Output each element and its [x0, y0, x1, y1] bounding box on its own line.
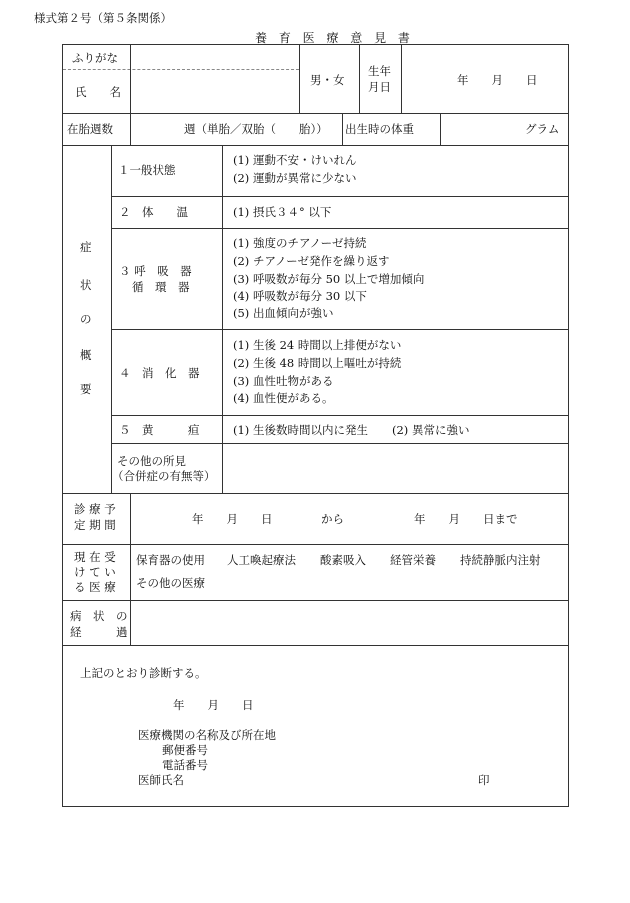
temperature-label: ２ 体 温 [119, 205, 188, 219]
row-divider [63, 145, 569, 146]
period-label: 定 期 間 [74, 518, 116, 532]
symptom-option[interactable]: (3) 呼吸数が毎分 50 以上で増加傾向 [233, 272, 425, 286]
name-label: 氏 名 [75, 85, 121, 99]
row-divider [111, 228, 569, 229]
symptom-option[interactable]: (1) 運動不安・けいれん [233, 153, 357, 167]
current-treatment-label: る 医 療 [74, 580, 116, 594]
symptoms-section-label: 状 [80, 278, 92, 292]
dob-field[interactable]: 年 月 日 [457, 73, 538, 87]
symptom-option[interactable]: (2) チアノーゼ発作を繰り返す [233, 254, 390, 268]
birth-weight-unit: グラム [525, 122, 560, 136]
sex-selector[interactable]: 男・女 [310, 73, 345, 87]
respiratory-label: ３ 呼 吸 器 [119, 264, 192, 278]
jaundice-label: ５ 黄 疸 [119, 423, 200, 437]
other-findings-label: その他の所見 [117, 454, 186, 468]
course-label: 経 過 [70, 625, 128, 639]
current-treatment-label: け て い [74, 565, 116, 579]
row-divider [63, 645, 569, 646]
period-end-field[interactable]: 年 月 日まで [414, 512, 518, 526]
seal-mark: 印 [478, 773, 490, 787]
symptom-option[interactable]: (5) 出血傾向が強い [233, 306, 334, 320]
col-divider [111, 145, 112, 493]
dob-label: 月日 [368, 80, 391, 94]
diagnosis-date-field[interactable]: 年 月 日 [173, 698, 254, 712]
general-state-label: １一般状態 [118, 163, 176, 177]
form-number: 様式第２号（第５条関係） [34, 11, 172, 25]
col-divider [401, 45, 402, 113]
period-label: 診 療 予 [74, 502, 116, 516]
birth-weight-label: 出生時の体重 [345, 122, 414, 136]
row-divider [63, 493, 569, 494]
row-divider [111, 196, 569, 197]
col-divider [440, 113, 441, 145]
name-field[interactable] [131, 70, 298, 112]
gestation-field[interactable]: 週（単胎／双胎（ 胎）） [184, 122, 328, 136]
symptoms-section-label: 症 [80, 240, 92, 254]
row-divider [111, 329, 569, 330]
institution-label: 医療機関の名称及び所在地 [138, 728, 276, 742]
col-divider [342, 113, 343, 145]
symptom-option[interactable]: (2) 運動が異常に少ない [233, 171, 357, 185]
treatment-option[interactable]: 酸素吸入 [320, 553, 366, 567]
treatment-option[interactable]: 持続静脈内注射 [460, 553, 541, 567]
other-findings-field[interactable] [223, 444, 568, 492]
symptoms-section-label: 要 [80, 382, 92, 396]
course-field[interactable] [131, 601, 568, 644]
period-from-label: から [321, 512, 344, 526]
col-divider [222, 145, 223, 493]
treatment-option[interactable]: その他の医療 [136, 576, 205, 590]
symptom-option[interactable]: (4) 呼吸数が毎分 30 以下 [233, 289, 367, 303]
symptom-option[interactable]: (2) 異常に強い [392, 423, 470, 437]
phone-number-label: 電話番号 [162, 758, 208, 772]
dob-label: 生年 [368, 64, 391, 78]
symptom-option[interactable]: (1) 摂氏３４° 以下 [233, 205, 332, 219]
symptoms-section-label: の [80, 312, 92, 326]
symptom-option[interactable]: (1) 強度のチアノーゼ持続 [233, 236, 367, 250]
treatment-option[interactable]: 経管栄養 [390, 553, 436, 567]
symptom-option[interactable]: (1) 生後 24 時間以上排便がない [233, 338, 402, 352]
treatment-option[interactable]: 保育器の使用 [136, 553, 205, 567]
furigana-field[interactable] [131, 46, 298, 68]
treatment-option[interactable]: 人工喚起療法 [227, 553, 296, 567]
period-start-field[interactable]: 年 月 日 [192, 512, 273, 526]
symptoms-section-label: 概 [80, 348, 92, 362]
symptom-option[interactable]: (3) 血性吐物がある [233, 374, 334, 388]
course-label: 病 状 の [70, 609, 128, 623]
furigana-label: ふりがな [72, 51, 118, 65]
symptom-option[interactable]: (2) 生後 48 時間以上嘔吐が持続 [233, 356, 402, 370]
row-divider [63, 544, 569, 545]
digestive-label: ４ 消 化 器 [119, 366, 200, 380]
current-treatment-label: 現 在 受 [74, 550, 116, 564]
row-divider [111, 415, 569, 416]
doctor-name-label: 医師氏名 [138, 773, 184, 787]
col-divider [359, 45, 360, 113]
symptom-option[interactable]: (4) 血性便がある。 [233, 391, 334, 405]
postal-code-label: 郵便番号 [162, 743, 208, 757]
other-findings-label: （合併症の有無等） [112, 469, 216, 483]
document-title: 養 育 医 療 意 見 書 [255, 31, 414, 45]
row-divider [63, 113, 569, 114]
symptom-option[interactable]: (1) 生後数時間以内に発生 [233, 423, 368, 437]
diagnosis-statement: 上記のとおり診断する。 [80, 666, 207, 680]
circulatory-label: 循 環 器 [132, 280, 190, 294]
gestation-label: 在胎週数 [67, 122, 113, 136]
col-divider [299, 45, 300, 113]
col-divider [130, 113, 131, 145]
